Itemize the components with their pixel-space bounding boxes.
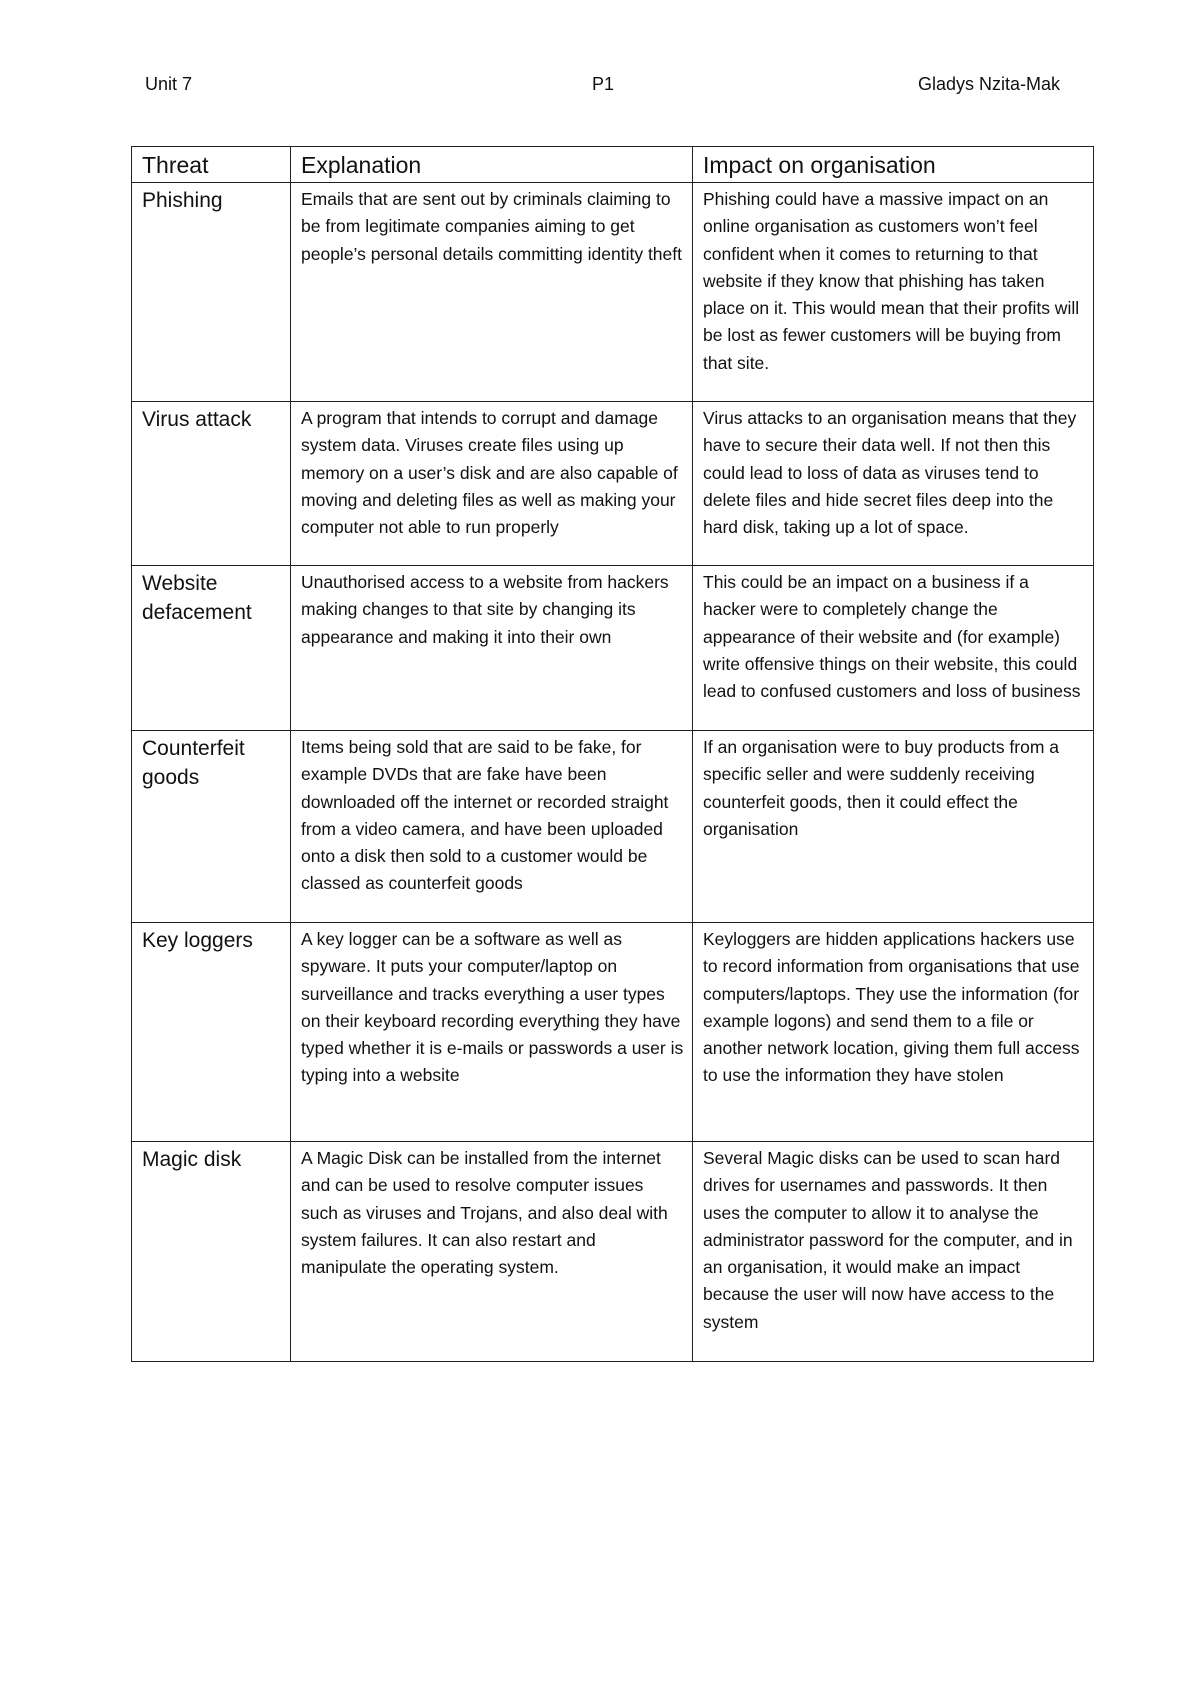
header-page-code: P1 xyxy=(592,74,615,94)
impact-cell: Keyloggers are hidden applications hackers use to record information from organisations that use computers/laptops. They use the information (for example logons) and send them to a file or another network location, giving them full access to use the information they have stolen xyxy=(693,923,1094,1142)
threat-cell: Magic disk xyxy=(132,1142,291,1362)
table-row xyxy=(132,731,1094,923)
column-header-explanation: Explanation xyxy=(291,147,693,183)
impact-cell: Phishing could have a massive impact on an online organisation as customers won’t feel confident when it comes to returning to that website if they know that phishing has taken place on it. This would mean that their profits will be lost as fewer customers will be buying from that site. xyxy=(693,183,1094,402)
table-row xyxy=(132,1142,1094,1362)
impact-cell: Several Magic disks can be used to scan hard drives for usernames and passwords. It then uses the computer to allow it to analyse the administrator password for the computer, and in an organisation, it would make an impact because the user will now have access to the system xyxy=(693,1142,1094,1362)
header-author: Gladys Nzita-Mak xyxy=(917,74,1060,94)
threat-cell: Counterfeit goods xyxy=(132,731,291,923)
explanation-cell: A program that intends to corrupt and damage system data. Viruses create files using up memory on a user’s disk and are also capable of moving and deleting files as well as making your computer not able to run properly xyxy=(291,402,693,566)
table-row xyxy=(132,402,1094,566)
threat-cell: Phishing xyxy=(132,183,291,402)
threat-cell: Website defacement xyxy=(132,566,291,731)
table-row xyxy=(132,566,1094,731)
impact-cell: If an organisation were to buy products from a specific seller and were suddenly receiving counterfeit goods, then it could effect the organisation xyxy=(693,731,1094,923)
impact-cell: This could be an impact on a business if a hacker were to completely change the appearance of their website and (for example) write offensive things on their website, this could lead to confused customers and loss of business xyxy=(693,566,1094,731)
column-header-impact: Impact on organisation xyxy=(693,147,1094,183)
threat-cell: Virus attack xyxy=(132,402,291,566)
table-row xyxy=(132,183,1094,402)
table-header-row xyxy=(132,147,1094,183)
column-header-threat: Threat xyxy=(132,147,291,183)
threat-cell: Key loggers xyxy=(132,923,291,1142)
explanation-cell: A Magic Disk can be installed from the internet and can be used to resolve computer issues such as viruses and Trojans, and also deal with system failures. It can also restart and manipulate the operating system. xyxy=(291,1142,693,1362)
threats-table xyxy=(131,146,1094,1362)
explanation-cell: Unauthorised access to a website from hackers making changes to that site by changing its appearance and making it into their own xyxy=(291,566,693,731)
table-row xyxy=(132,923,1094,1142)
explanation-cell: Emails that are sent out by criminals claiming to be from legitimate companies aiming to get people’s personal details committing identity theft xyxy=(291,183,693,402)
explanation-cell: A key logger can be a software as well as spyware. It puts your computer/laptop on surveillance and tracks everything a user types on their keyboard recording everything they have typed whether it is e-mails or passwords a user is typing into a website xyxy=(291,923,693,1142)
impact-cell: Virus attacks to an organisation means that they have to secure their data well. If not then this could lead to loss of data as viruses tend to delete files and hide secret files deep into the hard disk, taking up a lot of space. xyxy=(693,402,1094,566)
page-header xyxy=(145,74,1060,104)
explanation-cell: Items being sold that are said to be fake, for example DVDs that are fake have been downloaded off the internet or recorded straight from a video camera, and have been uploaded onto a disk then sold to a customer would be classed as counterfeit goods xyxy=(291,731,693,923)
header-unit: Unit 7 xyxy=(145,74,193,94)
